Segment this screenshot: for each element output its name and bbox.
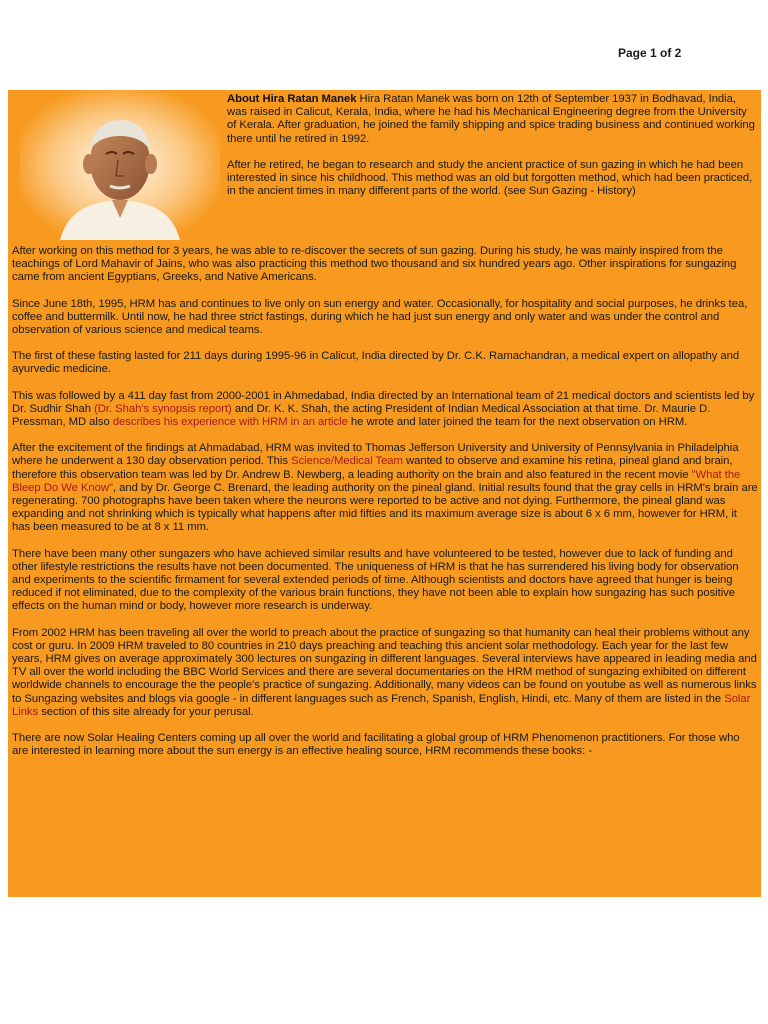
shah-synopsis-link[interactable]: (Dr. Shah's synopsis report) bbox=[94, 402, 232, 415]
paragraph-travels: From 2002 HRM has been traveling all over the world to preach about the practice of sungazing so that humanity can heal their problems without any cost or guru. In 2009 HRM traveled to 80 countries in 210 days preaching and teaching this ancient solar methodology. Each year for the last few years, HRM gives on average approximately 300 lectures on sungazing in different languages. Several interviews have appeared in leading media and TV all over the world including the BBC World Services and there are several documentaries on the HRM method of sungazing exhibited on different worldwide channels to encourage the the people's practice of sungazing. Additionally, many videos can be found on youtube as well as numerous links to Sungazing websites and blogs via google - in different languages such as French, Spanish, English, Hindi, etc. Many of them are listed in the Solar Links section of this site already for your perusal. bbox=[12, 626, 757, 718]
page-number: Page 1 of 2 bbox=[618, 46, 682, 60]
paragraph-sun-energy: Since June 18th, 1995, HRM has and continues to live only on sun energy and water. Occasionally, for hospitality and social purposes, he drinks tea, coffee and buttermilk. Until now, he had three strict fastings, during which he had just sun energy and only water and was under the control and observation of various science and medical teams. bbox=[12, 297, 748, 337]
paragraph-first-fast: The first of these fasting lasted for 211 days during 1995-96 in Calicut, India directed by Dr. C.K. Ramachandran, a medical expert on allopathy and ayurvedic medicine. bbox=[12, 350, 740, 376]
solar-links-link[interactable]: Solar Links bbox=[12, 692, 751, 718]
intro-text bbox=[227, 93, 755, 211]
what-the-bleep-link[interactable]: "What the Bleep Do We Know" bbox=[12, 468, 741, 494]
intro-title: About Hira Ratan Manek bbox=[227, 93, 357, 105]
article-body bbox=[12, 245, 758, 772]
paragraph-healing-centers: There are now Solar Healing Centers coming up all over the world and facilitating a global group of HRM Phenomenon practitioners. For those who are interested in learning more about the sun energy is an effective healing source, HRM recommends these books: - bbox=[12, 732, 740, 758]
article-panel bbox=[8, 90, 761, 897]
intro-paragraph-1: About Hira Ratan Manek Hira Ratan Manek was born on 12th of September 1937 in Bodhavad, India, was raised in Calicut, Kerala, India, where he had his Mechanical Engineering degree from the University of Kerala. After graduation, he joined the family shipping and spice trading business and continued working there until he retired in 1992. bbox=[227, 93, 755, 145]
paragraph-second-fast: This was followed by a 411 day fast from 2000-2001 in Ahmedabad, India directed by an International team of 21 medical doctors and scientists led by Dr. Sudhir Shah (Dr. Shah's synopsis report) and Dr. K. K. Shah, the acting President of Indian Medical Association at that time. Dr. Maurie D. Pressman, MD also describes his experience with HRM in an article he wrote and later joined the team for the next observation on HRM. bbox=[12, 389, 755, 429]
paragraph-inspiration: After working on this method for 3 years, he was able to re-discover the secrets of sun gazing. During his study, he was mainly inspired from the teachings of Lord Mahavir of Jains, who was also practicing this method two thousand and six hundred years ago. Other inspirations for sungazing came from ancient Egyptians, Greeks, and Native Americans. bbox=[12, 245, 737, 284]
pressman-article-link[interactable]: describes his experience with HRM in an article bbox=[112, 416, 348, 429]
paragraph-philadelphia-study: After the excitement of the findings at Ahmadabad, HRM was invited to Thomas Jefferson University and University of Pennsylvania in Philadelphia where he underwent a 130 day observation period. This Science/Medical Team wanted to observe and examine his retina, pineal gland and brain, therefore this observation team was led by Dr. Andrew B. Newberg, a leading authority on the brain and also featured in the recent movie "What the Bleep Do We Know", and by Dr. George C. Brenard, the leading authority on the pineal gland. Initial results found that the gray cells in HRM's brain are regenerating. 700 photographs have been taken where the neurons were reported to be active and not dying. Furthermore, the pineal gland was expanding and not shrinking which is typically what happens after mid fifties and its maximum average size is about 6 x 6 mm, however for HRM, it has been measured to be at 8 x 11 mm. bbox=[12, 442, 758, 534]
intro-paragraph-2: After he retired, he began to research and study the ancient practice of sun gazing in which he had been interested in since his childhood. This method was an old but forgotten method, which had been practiced, in the ancient times in many different parts of the world. (see Sun Gazing - History) bbox=[227, 158, 753, 198]
portrait-photo bbox=[20, 90, 220, 240]
science-medical-team-link[interactable]: Science/Medical Team bbox=[291, 455, 403, 468]
paragraph-other-sungazers: There have been many other sungazers who have achieved similar results and have volunteered to be tested, however due to lack of funding and other lifestyle restrictions the results have not been documented. The uniqueness of HRM is that he has surrendered his living body for observation and experiments to the scientific firmament for several extended periods of time. Although scientists and doctors have agreed that hunger is being reduced if not eliminated, due to the complexity of the various brain functions, they have not been able to explain how sungazing has such positive effects on the human mind or body, however more research is underway. bbox=[12, 547, 739, 613]
